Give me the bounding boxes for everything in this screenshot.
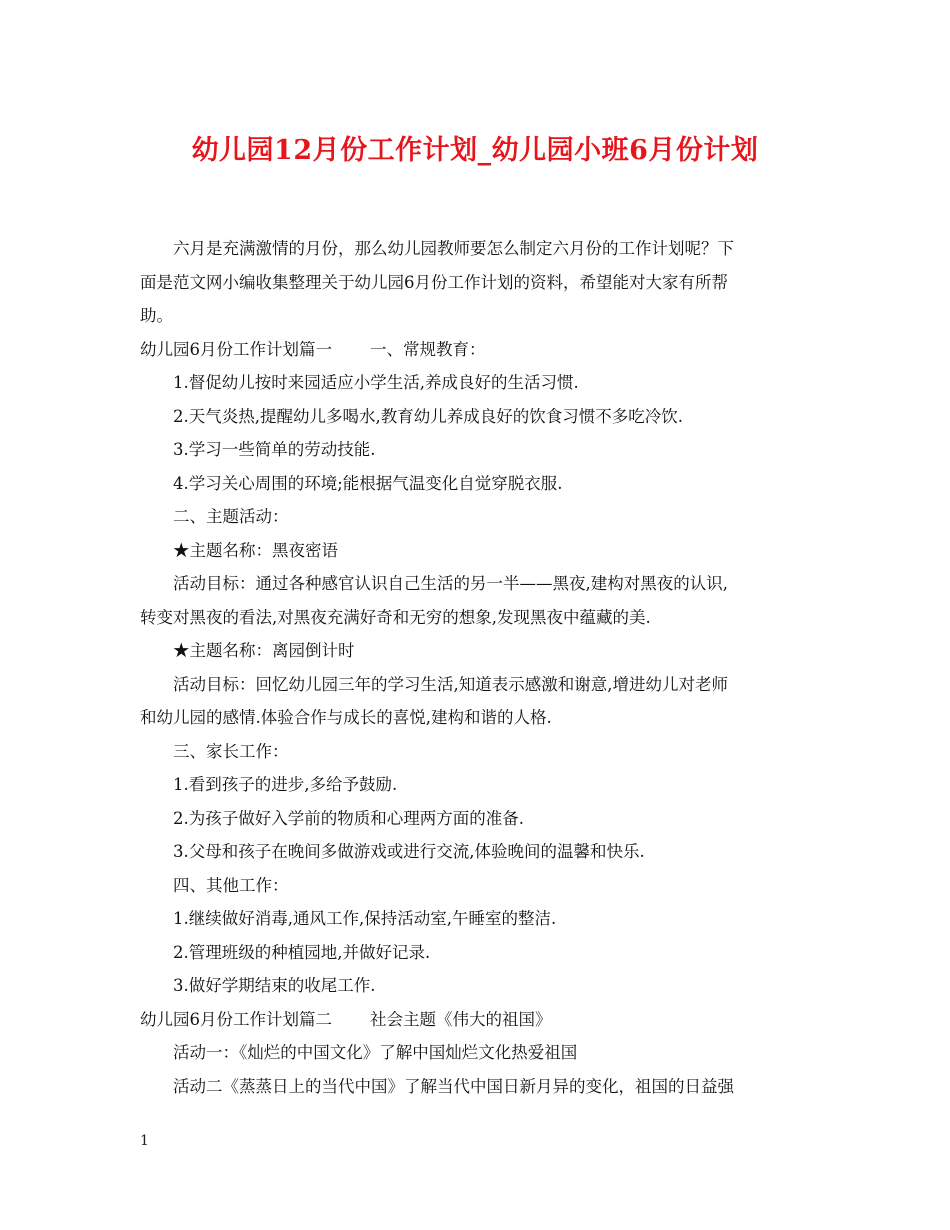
section-one-label: 幼儿园6月份工作计划篇一 — [140, 339, 332, 359]
document-title: 幼儿园12月份工作计划_幼儿园小班6月份计划 — [191, 135, 759, 166]
paragraph-line: 2.天气炎热,提醒幼儿多喝水,教育幼儿养成良好的饮食习惯不多吃冷饮. — [173, 406, 683, 426]
paragraph-line: 和幼儿园的感情.体验合作与成长的喜悦,建构和谐的人格. — [140, 708, 552, 727]
paragraph-line: 3.学习一些简单的劳动技能. — [173, 440, 376, 459]
section-two-subheading: 社会主题《伟大的祖国》 — [370, 1009, 552, 1029]
paragraph-line: 2.为孩子做好入学前的物质和心理两方面的准备. — [173, 808, 524, 828]
paragraph-line: 4.学习关心周围的环境;能根据气温变化自觉穿脱衣服. — [173, 473, 563, 493]
paragraph-line: 活动一：《灿烂的中国文化》了解中国灿烂文化热爱祖国 — [173, 1043, 578, 1062]
section-two-heading — [140, 1003, 812, 1037]
page-number: 1 — [140, 1133, 149, 1149]
section-one-heading — [140, 333, 812, 367]
section-heading: 四、其他工作： — [173, 875, 289, 895]
paragraph-line: 1.督促幼儿按时来园适应小学生活,养成良好的生活习惯. — [173, 373, 579, 392]
paragraph-line: 3.父母和孩子在晚间多做游戏或进行交流,体验晚间的温馨和快乐. — [173, 842, 645, 861]
paragraph-line: 1.继续做好消毒,通风工作,保持活动室,午睡室的整洁. — [173, 909, 557, 928]
paragraph-line: 助。 — [140, 306, 173, 325]
theme-name: ★主题名称：黑夜密语 — [173, 540, 338, 560]
paragraph-line: 2.管理班级的种植园地,并做好记录. — [173, 942, 431, 962]
theme-name: ★主题名称：离园倒计时 — [173, 641, 355, 660]
paragraph-line: 面是范文网小编收集整理关于幼儿园6月份工作计划的资料，希望能对大家有所帮 — [140, 272, 728, 292]
paragraph-line: 活动二《蒸蒸日上的当代中国》了解当代中国日新月异的变化，祖国的日益强 — [173, 1076, 734, 1096]
paragraph-line: 六月是充满激情的月份，那么幼儿园教师要怎么制定六月份的工作计划呢？下 — [173, 239, 734, 258]
paragraph-line: 转变对黑夜的看法,对黑夜充满好奇和无穷的想象,发现黑夜中蕴藏的美. — [140, 607, 651, 627]
paragraph-line: 1.看到孩子的进步,多给予鼓励. — [173, 775, 398, 794]
section-two-label: 幼儿园6月份工作计划篇二 — [140, 1009, 332, 1029]
section-heading: 三、家长工作： — [173, 741, 289, 761]
paragraph-line: 活动目标：通过各种感官认识自己生活的另一半——黑夜,建构对黑夜的认识, — [173, 574, 728, 593]
section-heading: 二、主题活动： — [173, 507, 289, 526]
section-one-subheading: 一、常规教育： — [370, 339, 486, 359]
paragraph-line: 3.做好学期结束的收尾工作. — [173, 976, 376, 995]
document-body — [140, 232, 812, 1103]
paragraph-line: 活动目标：回忆幼儿园三年的学习生活,知道表示感激和谢意,增进幼儿对老师 — [173, 674, 728, 694]
